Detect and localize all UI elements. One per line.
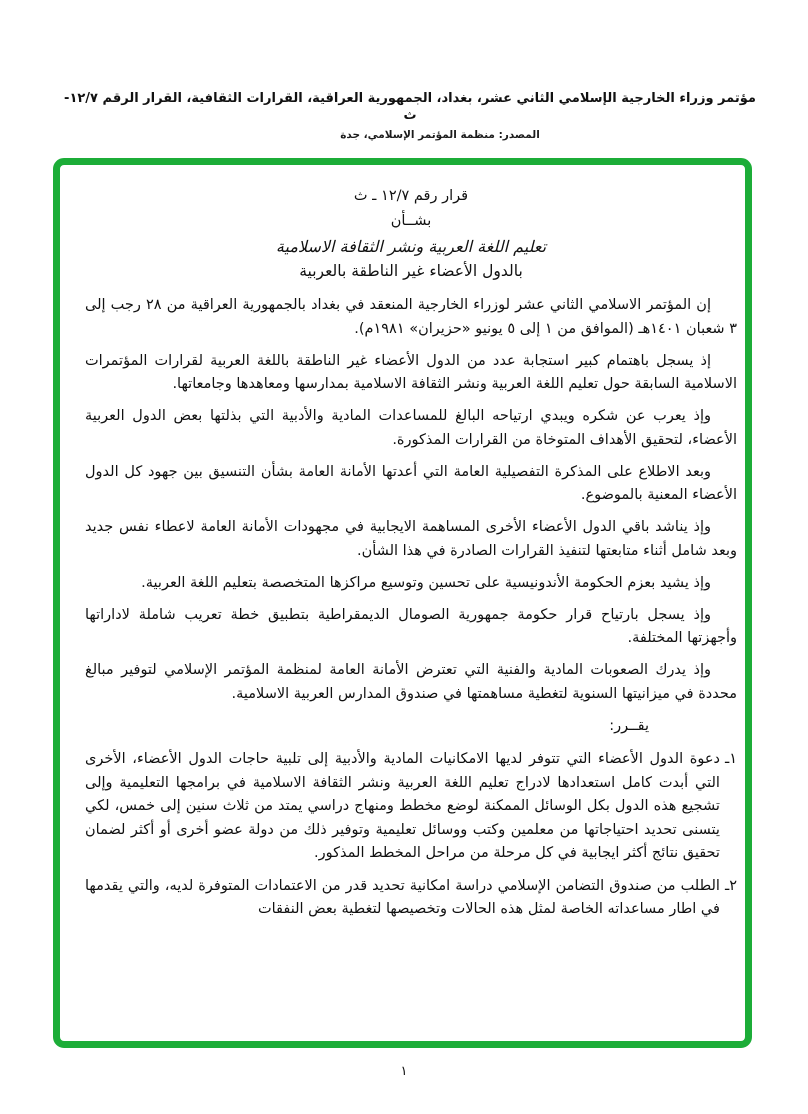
resolution-regarding-line: بشــأن [390, 213, 432, 229]
resolution-number-line: قرار رقم ١٢/٧ ـ ث [353, 188, 469, 204]
decision-label: يقــرر: [609, 717, 649, 734]
resolution-subject-line: تعليم اللغة العربية ونشر الثقافة الاسلامية [275, 237, 547, 256]
paragraph: وإذ يسجل بارتياح قرار حكومة جمهورية الصومال الديمقراطية بتطبيق خطة تعريب شاملة لاداراتها وأجهزتها المختلفة. [85, 606, 737, 646]
page-number: ١ [400, 1064, 408, 1079]
paragraph: وإذ يناشد باقي الدول الأعضاء الأخرى المساهمة الايجابية في مجهودات الأمانة العامة لاعطاء نفس جديد وبعد شامل أثناء متابعتها لتنفيذ القرارات الصادرة في هذا الشأن. [85, 519, 737, 559]
item-number: ٢ـ [724, 877, 737, 894]
document-header [60, 90, 760, 141]
paragraph: وإذ يشيد بعزم الحكومة الأندونيسية على تحسين وتوسيع مراكزها المتخصصة بتعليم اللغة العربية. [141, 574, 711, 591]
paragraph: إن المؤتمر الاسلامي الثاني عشر لوزراء الخارجية المنعقد في بغداد بالجمهورية العراقية من ٢٨ رجب إلى ٣ شعبان ١٤٠١هـ (الموافق من ١ إلى ٥ يونيو «حزيران» ١٩٨١م). [85, 297, 737, 337]
decision-item [85, 875, 737, 922]
paragraph: وإذ يدرك الصعوبات المادية والفنية التي تعترض الأمانة العامة لمنظمة المؤتمر الإسلامي لتوفير مبالغ محددة في ميزانيتها السنوية لتغطية مساهمتها في صندوق المدارس العربية الاسلامية. [85, 662, 737, 702]
source-line: المصدر: منظمة المؤتمر الإسلامي، جدة [340, 129, 540, 141]
paragraph: وبعد الاطلاع على المذكرة التفصيلية العامة التي أعدتها الأمانة العامة بشأن التنسيق بين جهود كل الدول الأعضاء المعنية بالموضوع. [85, 463, 737, 503]
decision-item [85, 748, 737, 866]
item-number: ١ـ [724, 751, 737, 767]
resolution-scope-line: بالدول الأعضاء غير الناطقة بالعربية [299, 262, 523, 280]
resolution-body [85, 184, 737, 931]
conference-title-line: مؤتمر وزراء الخارجية الإسلامي الثاني عشر، بغداد، الجمهورية العراقية، القرارات الثقافية، القرار الرقم ١٢/٧- ث [64, 91, 756, 123]
paragraph: إذ يسجل باهتمام كبير استجابة عدد من الدول الأعضاء غير الناطقة باللغة العربية لقرارات المؤتمرات الاسلامية السابقة حول تعليم اللغة العربية ونشر الثقافة الاسلامية بمدارسها ومعاهدها وجامعاتها. [85, 352, 737, 392]
resolution-title-block [85, 184, 737, 284]
item-text: الطلب من صندوق التضامن الإسلامي دراسة امكانية تحديد قدر من الاعتمادات المتوفرة لديه، والتي يقدمها في اطار مساعداته الخاصة لمثل هذه الحالات وتخصيصها لتغطية بعض النفقات [85, 877, 720, 917]
paragraph: وإذ يعرب عن شكره ويبدي ارتياحه البالغ للمساعدات المادية والأدبية التي بذلتها بعض الدول العربية الأعضاء، لتحقيق الأهداف المتوخاة من القرارات المذكورة. [85, 408, 737, 448]
item-text: دعوة الدول الأعضاء التي تتوفر لديها الامكانيات المادية والأدبية إلى تلبية حاجات الدول الأعضاء، الأخرى التي أبدت كامل استعدادها لادراج تعليم اللغة العربية ونشر الثقافة الاسلامية في برامجها التعليمية وإلى تشجيع هذه الدول بكل الوسائل الممكنة لوضع مخطط ومنهاج دراسي يمتد من ثلاث سنين إلى خمس، لكي يتسنى تحديد احتياجاتها من معلمين وكتب ووسائل تعليمية وتوفير ذلك من دولة عضو أخرى أو أكثر لضمان تحقيق نتائج أكثر ايجابية في كل مرحلة من مراحل المخطط المذكور. [85, 751, 720, 861]
